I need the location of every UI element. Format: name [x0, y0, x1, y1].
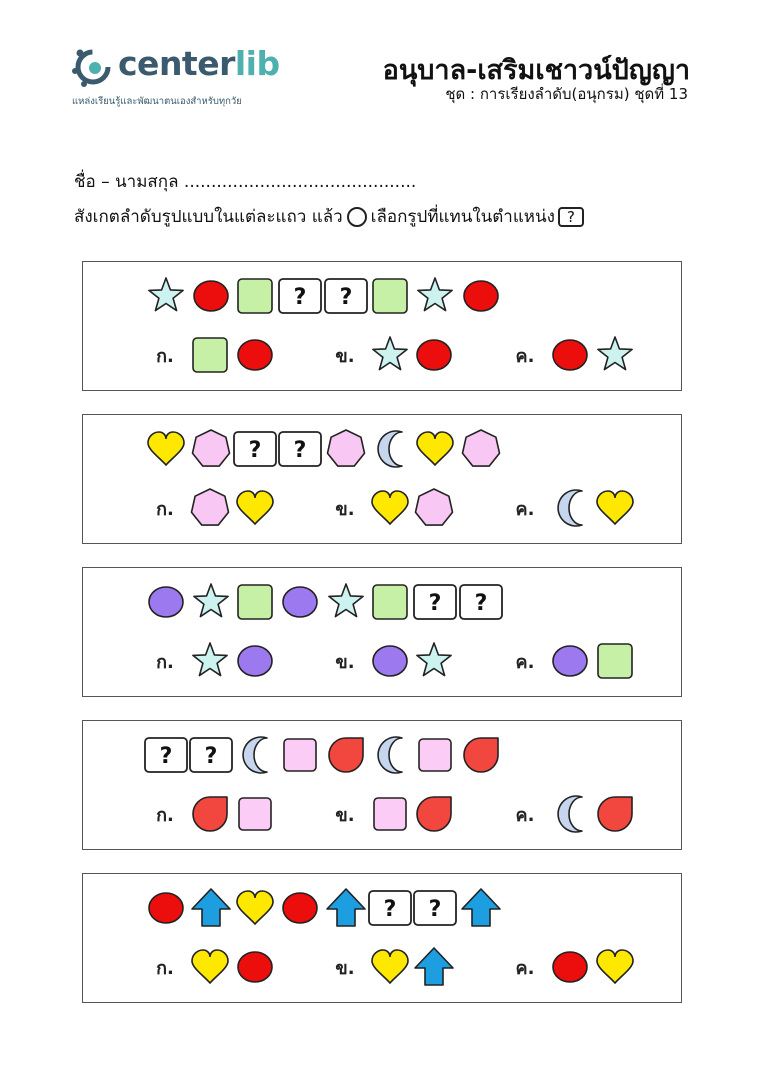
question-mark-box [279, 279, 321, 313]
yellow-heart-icon [237, 491, 273, 524]
pink-square-icon [374, 798, 406, 830]
question-mark-box [414, 891, 456, 925]
centerlib-logo [70, 40, 310, 110]
question-panel-2 [82, 414, 682, 544]
pink-heptagon-icon [192, 489, 229, 525]
question-mark-text: ? [293, 285, 307, 310]
question-1-figure [83, 262, 683, 392]
question-2-figure [83, 415, 683, 545]
option-label: ค. [515, 346, 535, 367]
option-label: ก. [156, 805, 174, 826]
question-box-icon: ? [558, 207, 584, 227]
answer-option-2[interactable] [335, 643, 451, 676]
purple-circle-icon [149, 587, 183, 617]
star-icon [329, 584, 363, 617]
question-mark-box [414, 585, 456, 619]
question-mark-text: ? [428, 897, 442, 922]
yellow-heart-icon [148, 432, 184, 465]
green-square-icon [238, 279, 272, 313]
moon-icon [378, 737, 402, 773]
red-circle-icon [238, 952, 272, 982]
option-label: ก. [156, 499, 174, 520]
red-circle-icon [417, 340, 451, 370]
pink-square-icon [239, 798, 271, 830]
option-label: ข. [335, 499, 355, 520]
option-label: ก. [156, 346, 174, 367]
option-label: ข. [335, 652, 355, 673]
option-label: ก. [156, 958, 174, 979]
moon-icon [243, 737, 267, 773]
yellow-heart-icon [597, 491, 633, 524]
question-mark-text: ? [339, 285, 353, 310]
red-circle-icon [149, 893, 183, 923]
instruction [74, 203, 584, 230]
green-square-icon [238, 585, 272, 619]
green-square-icon [373, 279, 407, 313]
purple-circle-icon [283, 587, 317, 617]
red-drop-icon [598, 797, 632, 831]
answer-option-3[interactable] [516, 950, 633, 983]
red-drop-icon [464, 738, 498, 772]
logo-mark-icon [70, 44, 116, 90]
answer-option-3[interactable] [516, 490, 633, 526]
green-square-icon [373, 585, 407, 619]
question-panel-3 [82, 567, 682, 697]
red-circle-icon [238, 340, 272, 370]
yellow-heart-icon [372, 950, 408, 983]
instruction-text-2: เลือกรูปที่แทนในตำแหน่ง [370, 207, 555, 227]
answer-option-1[interactable] [156, 797, 271, 831]
blue-arrow-icon [192, 889, 230, 926]
pink-heptagon-icon [328, 430, 365, 466]
question-mark-text: ? [293, 438, 307, 463]
yellow-heart-icon [237, 891, 273, 924]
option-label: ค. [515, 499, 535, 520]
question-mark-text: ? [248, 438, 262, 463]
green-square-icon [598, 644, 632, 678]
answer-option-1[interactable] [156, 950, 272, 983]
star-icon [598, 337, 632, 370]
question-mark-text: ? [159, 744, 173, 769]
star-icon [194, 584, 228, 617]
name-field-label: ชื่อ – นามสกุล ........................................... [74, 172, 417, 192]
answer-option-2[interactable] [335, 948, 453, 985]
star-icon [373, 337, 407, 370]
blue-arrow-icon [327, 889, 365, 926]
answer-option-3[interactable] [516, 337, 633, 370]
answer-option-3[interactable] [516, 644, 632, 678]
question-mark-box [145, 738, 187, 772]
purple-circle-icon [553, 646, 587, 676]
answer-option-1[interactable] [156, 643, 272, 676]
yellow-heart-icon [192, 950, 228, 983]
purple-circle-icon [238, 646, 272, 676]
option-label: ค. [515, 805, 535, 826]
red-circle-icon [553, 952, 587, 982]
star-icon [149, 278, 183, 311]
red-drop-icon [193, 797, 227, 831]
green-square-icon [193, 338, 227, 372]
pink-heptagon-icon [416, 489, 453, 525]
worksheet-subtitle: ชุด : การเรียงลำดับ(อนุกรม) ชุดที่ 13 [445, 85, 688, 103]
question-mark-box [190, 738, 232, 772]
yellow-heart-icon [597, 950, 633, 983]
star-icon [417, 643, 451, 676]
question-4-figure [83, 721, 683, 851]
star-icon [418, 278, 452, 311]
question-mark-box [234, 432, 276, 466]
answer-option-2[interactable] [335, 337, 451, 370]
instruction-text-1: สังเกตลำดับรูปแบบในแต่ละแถว แล้ว [74, 207, 343, 227]
pink-heptagon-icon [463, 430, 500, 466]
option-label: ก. [156, 652, 174, 673]
star-icon [193, 643, 227, 676]
answer-option-3[interactable] [516, 796, 632, 832]
moon-icon [378, 431, 402, 467]
question-panel-1 [82, 261, 682, 391]
answer-option-1[interactable] [156, 338, 272, 372]
question-mark-text: ? [428, 591, 442, 616]
question-mark-box [369, 891, 411, 925]
question-mark-text: ? [204, 744, 218, 769]
moon-icon [558, 490, 582, 526]
worksheet-title: อนุบาล-เสริมเชาวน์ปัญญา [382, 55, 690, 86]
option-label: ค. [515, 958, 535, 979]
red-drop-icon [329, 738, 363, 772]
option-label: ข. [335, 805, 355, 826]
yellow-heart-icon [417, 432, 453, 465]
question-mark-box [460, 585, 502, 619]
option-label: ค. [515, 652, 535, 673]
answer-option-1[interactable] [156, 489, 273, 525]
pink-square-icon [419, 739, 451, 771]
question-mark-box [279, 432, 321, 466]
blue-arrow-icon [415, 948, 453, 985]
blue-arrow-icon [462, 889, 500, 926]
question-3-figure [83, 568, 683, 698]
circle-answer-icon [347, 207, 367, 227]
red-circle-icon [283, 893, 317, 923]
question-mark-text: ? [383, 897, 397, 922]
yellow-heart-icon [372, 491, 408, 524]
red-circle-icon [194, 281, 228, 311]
answer-option-2[interactable] [335, 797, 451, 831]
moon-icon [558, 796, 582, 832]
pink-heptagon-icon [193, 430, 230, 466]
logo-tagline: แหล่งเรียนรู้และพัฒนาตนเองสำหรับทุกวัย [72, 96, 242, 107]
question-panel-5 [82, 873, 682, 1003]
option-label: ข. [335, 958, 355, 979]
question-mark-text: ? [474, 591, 488, 616]
question-mark-box [325, 279, 367, 313]
question-5-figure [83, 874, 683, 1004]
logo-wordmark: centerlib [118, 44, 280, 83]
red-circle-icon [464, 281, 498, 311]
pink-square-icon [284, 739, 316, 771]
answer-option-2[interactable] [335, 489, 452, 525]
question-panel-4 [82, 720, 682, 850]
option-label: ข. [335, 346, 355, 367]
red-drop-icon [417, 797, 451, 831]
red-circle-icon [553, 340, 587, 370]
purple-circle-icon [373, 646, 407, 676]
